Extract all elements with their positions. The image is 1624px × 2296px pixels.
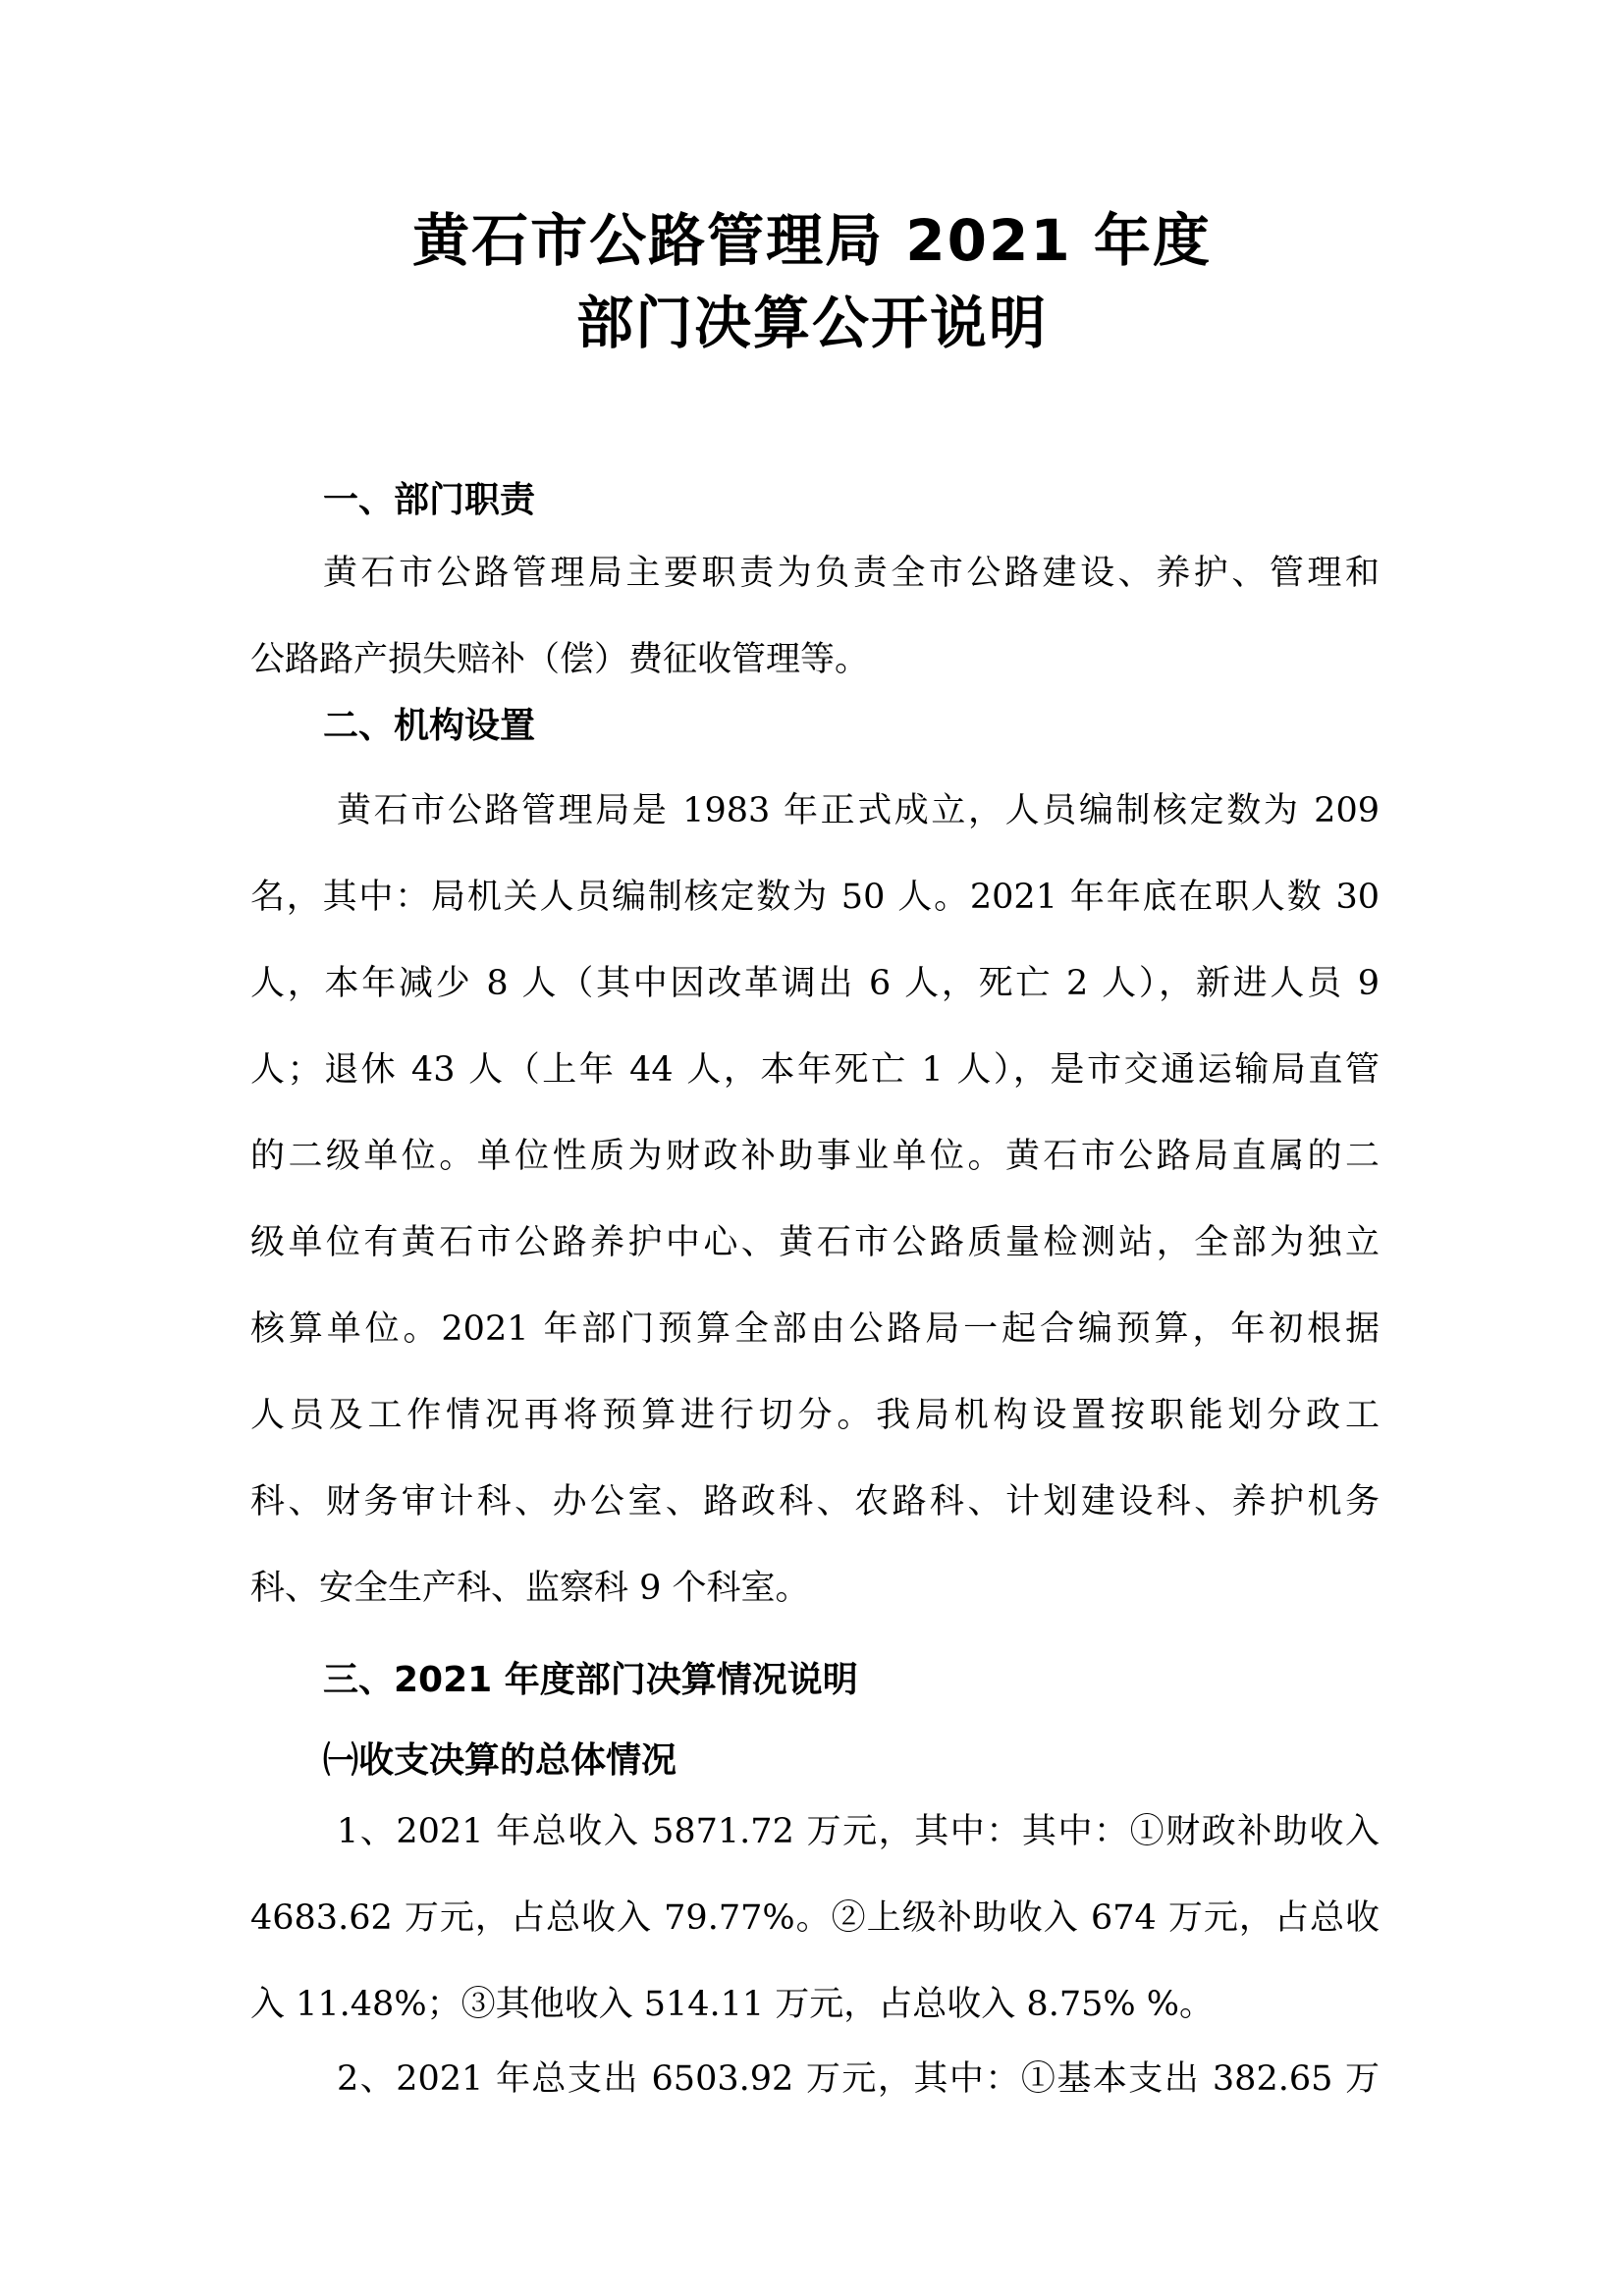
paragraph-line: 级单位有黄石市公路养护中心、黄石市公路质量检测站，全部为独立 [250,1223,1380,1262]
section-1-heading-block [250,479,1380,522]
document-title-line-1: 黄石市公路管理局 2021 年度 [412,207,1212,274]
paragraph-line: 的二级单位。单位性质为财政补助事业单位。黄石市公路局直属的二 [250,1137,1380,1176]
section-heading: 三、2021 年度部门决算情况说明 [323,1660,858,1700]
section-3-paragraph-1 [250,1789,1380,2048]
section-3-subheading-block [250,1739,1380,1783]
paragraph-line: 人；退休 43 人（上年 44 人，本年死亡 1 人），是市交通运输局直管 [250,1050,1380,1090]
paragraph-line: 科、安全生产科、监察科 9 个科室。 [250,1569,810,1608]
section-2-body [250,768,1380,1631]
paragraph-line: 黄石市公路管理局是 1983 年正式成立，人员编制核定数为 209 [337,791,1380,830]
section-heading: 一、部门职责 [323,480,536,520]
paragraph-line: 4683.62 万元，占总收入 79.77%。②上级补助收入 674 万元，占总收 [250,1898,1380,1938]
paragraph-line: 入 11.48%；③其他收入 514.11 万元，占总收入 8.75% %。 [250,1985,1214,2024]
subsection-heading: ㈠收支决算的总体情况 [323,1740,677,1781]
paragraph-line: 2、2021 年总支出 6503.92 万元，其中：①基本支出 382.65 万 [337,2059,1380,2099]
section-3-paragraph-2 [250,2036,1380,2122]
paragraph-line: 科、财务审计科、办公室、路政科、农路科、计划建设科、养护机务 [250,1482,1380,1522]
paragraph-line: 黄石市公路管理局主要职责为负责全市公路建设、养护、管理和 [323,554,1380,593]
document-title-line-2: 部门决算公开说明 [575,290,1048,356]
paragraph-line: 核算单位。2021 年部门预算全部由公路局一起合编预算，年初根据 [250,1309,1380,1349]
paragraph-line: 1、2021 年总收入 5871.72 万元，其中：其中：①财政补助收入 [337,1812,1380,1851]
paragraph-line: 公路路产损失赔补（偿）费征收管理等。 [250,640,870,679]
paragraph-line: 名，其中：局机关人员编制核定数为 50 人。2021 年年底在职人数 30 [250,878,1380,917]
section-heading: 二、机构设置 [323,706,536,746]
section-1-body [250,530,1380,703]
paragraph-line: 人，本年减少 8 人（其中因改革调出 6 人，死亡 2 人），新进人员 9 [250,964,1380,1003]
section-3-heading-block [250,1659,1380,1702]
paragraph-line: 人员及工作情况再将预算进行切分。我局机构设置按职能划分政工 [250,1396,1380,1435]
section-2-heading-block [250,705,1380,748]
